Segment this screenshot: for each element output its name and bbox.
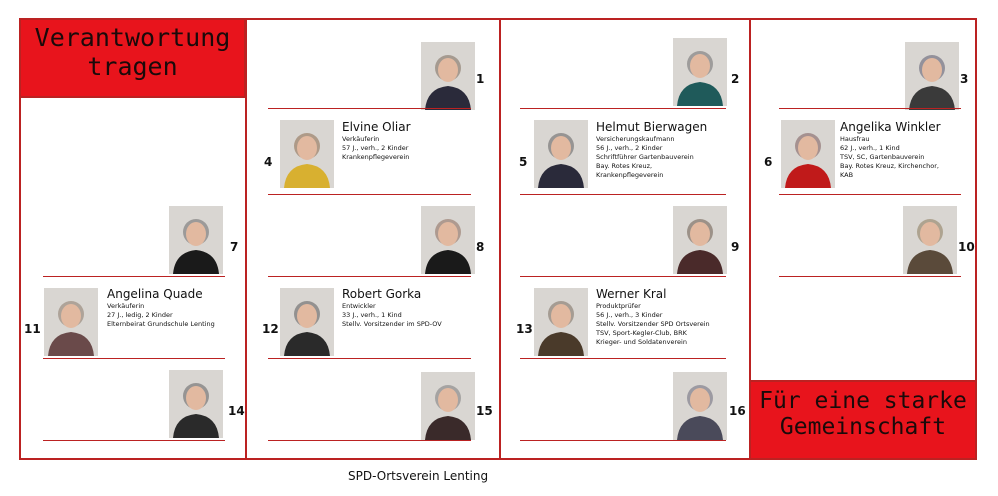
candidate-photo	[421, 42, 475, 110]
portrait-icon	[280, 120, 334, 188]
candidate-info-line: Schriftführer Gartenbauverein	[596, 153, 694, 161]
slogan-line: Verantwortung	[34, 23, 231, 52]
candidate-info-line: Krankenpflegeverein	[596, 171, 664, 179]
candidate-details	[596, 287, 710, 347]
candidate-info-line: Produktprüfer	[596, 302, 641, 310]
candidate-info-line: Entwickler	[342, 302, 376, 310]
card-divider	[779, 194, 961, 195]
portrait-icon	[905, 42, 959, 110]
list-position-number: 4	[264, 155, 273, 169]
card-divider	[268, 276, 471, 277]
candidate-info-line: 33 J., verh., 1 Kind	[342, 311, 402, 319]
portrait-icon	[673, 372, 727, 440]
candidate-photo	[280, 120, 334, 188]
candidate-photo	[781, 120, 835, 188]
candidate-name: Angelika Winkler	[840, 120, 941, 134]
candidate-details	[840, 120, 941, 180]
candidate-info-line: Verkäuferin	[107, 302, 145, 310]
candidate-info-line: 57 J., verh., 2 Kinder	[342, 144, 409, 152]
portrait-icon	[421, 42, 475, 110]
candidate-photo	[169, 206, 223, 274]
card-divider	[43, 358, 225, 359]
portrait-icon	[169, 370, 223, 438]
candidate-photo	[44, 288, 98, 356]
portrait-icon	[421, 206, 475, 274]
list-position-number: 8	[476, 240, 485, 254]
candidate-info-line: TSV, SC, Gartenbauverein	[840, 153, 925, 161]
candidate-name: Helmut Bierwagen	[596, 120, 708, 134]
candidate-name: Elvine Oliar	[342, 120, 411, 134]
candidate-info-line: TSV, Sport-Kegler-Club, BRK	[596, 329, 687, 337]
candidate-info-line: 62 J., verh., 1 Kind	[840, 144, 900, 152]
list-position-number: 15	[476, 404, 493, 418]
candidate-info-line: Stellv. Vorsitzender SPD Ortsverein	[596, 320, 710, 328]
list-position-number: 10	[958, 240, 975, 254]
card-divider	[520, 276, 726, 277]
card-divider	[779, 108, 961, 109]
list-position-number: 9	[731, 240, 740, 254]
list-position-number: 11	[24, 322, 41, 336]
footer-organization: SPD-Ortsverein Lenting	[348, 469, 489, 483]
list-position-number: 2	[731, 72, 740, 86]
candidate-name: Angelina Quade	[107, 287, 203, 301]
list-position-number: 5	[519, 155, 528, 169]
candidate-photo	[673, 206, 727, 274]
card-divider	[268, 194, 471, 195]
candidate-info-line: Versicherungskaufmann	[596, 135, 675, 143]
candidate-info-line: Bay. Rotes Kreuz, Kirchenchor,	[840, 162, 939, 170]
portrait-icon	[169, 206, 223, 274]
candidate-photo	[169, 370, 223, 438]
list-position-number: 3	[960, 72, 969, 86]
candidate-name: Robert Gorka	[342, 287, 422, 301]
slogan-banner-bottom	[749, 380, 977, 460]
candidate-name: Werner Kral	[596, 287, 667, 301]
candidate-details	[342, 287, 442, 329]
candidate-details	[596, 120, 707, 180]
candidate-photo	[673, 38, 727, 106]
candidate-photo	[903, 206, 957, 274]
portrait-icon	[673, 38, 727, 106]
list-position-number: 6	[764, 155, 773, 169]
candidate-photo	[534, 288, 588, 356]
candidate-info-line: Verkäuferin	[342, 135, 380, 143]
card-divider	[520, 440, 726, 441]
card-divider	[520, 194, 726, 195]
list-position-number: 7	[230, 240, 239, 254]
portrait-icon	[903, 206, 957, 274]
slogan-line: tragen	[87, 51, 178, 81]
slogan-banner-top	[19, 18, 246, 98]
candidate-photo	[280, 288, 334, 356]
list-position-number: 14	[228, 404, 245, 418]
card-divider	[268, 440, 471, 441]
portrait-icon	[44, 288, 98, 356]
card-divider	[779, 276, 961, 277]
candidate-info-line: Elternbeirat Grundschule Lenting	[107, 320, 215, 328]
candidate-info-line: 56 J., verh., 2 Kinder	[596, 144, 663, 152]
card-divider	[520, 108, 726, 109]
list-position-number: 12	[262, 322, 279, 336]
card-divider	[268, 108, 471, 109]
slogan-line: Für eine starke	[759, 388, 967, 414]
candidate-info-line: Bay. Rotes Kreuz,	[596, 162, 653, 170]
column-divider	[499, 18, 501, 460]
card-divider	[43, 440, 225, 441]
candidate-photo	[534, 120, 588, 188]
card-divider	[43, 276, 225, 277]
candidate-info-line: Krieger- und Soldatenverein	[596, 338, 687, 346]
portrait-icon	[781, 120, 835, 188]
list-position-number: 16	[729, 404, 746, 418]
portrait-icon	[534, 120, 588, 188]
candidate-photo	[905, 42, 959, 110]
candidate-details	[107, 287, 215, 329]
portrait-icon	[280, 288, 334, 356]
slogan-line: Gemeinschaft	[779, 414, 947, 441]
card-divider	[268, 358, 471, 359]
list-position-number: 1	[476, 72, 485, 86]
candidate-info-line: Krankenpflegeverein	[342, 153, 410, 161]
portrait-icon	[534, 288, 588, 356]
candidate-photo	[421, 372, 475, 440]
candidate-info-line: KAB	[840, 171, 854, 179]
candidate-photo	[421, 206, 475, 274]
portrait-icon	[673, 206, 727, 274]
candidate-info-line: Hausfrau	[840, 135, 870, 143]
card-divider	[520, 358, 726, 359]
portrait-icon	[421, 372, 475, 440]
candidate-info-line: 27 J., ledig, 2 Kinder	[107, 311, 173, 319]
list-position-number: 13	[516, 322, 533, 336]
candidate-photo	[673, 372, 727, 440]
candidate-info-line: 56 J., verh., 3 Kinder	[596, 311, 663, 319]
candidate-details	[342, 120, 411, 162]
candidate-info-line: Stellv. Vorsitzender im SPD-OV	[342, 320, 442, 328]
